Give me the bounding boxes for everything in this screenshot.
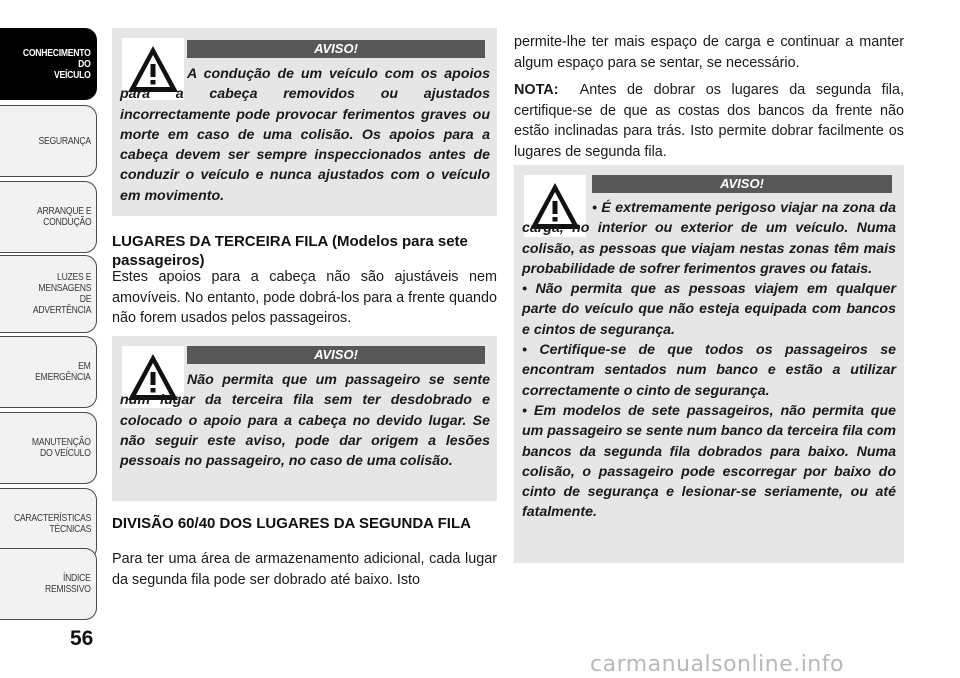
warning-bullet: • É extremamente perigoso viajar na zona da carga, no interior ou exterior de um veículo. Numa colisão, as pessoas que viajam nestas zonas têm mais probabilidade de sofrer ferimentos graves ou fatais. (522, 200, 896, 277)
tab-seguranca[interactable]: SEGURANÇA (0, 105, 97, 177)
tab-indice-remissivo[interactable]: ÍNDICE REMISSIVO (0, 548, 97, 620)
tab-arranque-e-conducao[interactable]: ARRANQUE E CONDUÇÃO (0, 181, 97, 253)
tab-manutencao-do-veiculo[interactable]: MANUTENÇÃO DO VEÍCULO (0, 412, 97, 484)
warning-title: AVISO! (592, 175, 892, 193)
warning-box-cargo (514, 165, 904, 563)
warning-text: A condução de um veículo com os apoios para a cabeça removidos ou ajustados incorrectamente pode provocar ferimentos graves ou morte em caso de uma colisão. Os apoios para a cabeça devem ser sempre inspeccionados antes de conduzir o veículo e nunca ajustados com o veículo em movimento. (120, 66, 490, 204)
warning-bullet: • Não permita que as pessoas viajem em qualquer parte do veículo que não esteja equipada com bancos e cintos de segurança. (522, 281, 896, 338)
warning-text: Não permita que um passageiro se sente num lugar da terceira fila sem ter desdobrado e colocado o apoio para a cabeça no devido lugar. Se não seguir este aviso, pode dar origem a lesões pessoais no passageiro, no caso de uma colisão. (120, 372, 490, 470)
tab-caracteristicas-tecnicas[interactable]: CARACTERÍSTICAS TÉCNICAS (0, 488, 97, 560)
warning-bullets (522, 198, 896, 523)
heading-second-row: DIVISÃO 60/40 DOS LUGARES DA SEGUNDA FILA (112, 515, 471, 532)
heading-third-row: LUGARES DA TERCEIRA FILA (Modelos para sete passageiros) (112, 233, 468, 269)
warning-box-headrests (112, 28, 497, 216)
note-text: Antes de dobrar os lugares da segunda fila, certifique-se de que as costas dos bancos da frente não estão inclinadas para trás. Isto permite dobrar facilmente os lugares de segunda fila. (514, 82, 905, 160)
note-paragraph (514, 80, 904, 162)
paragraph-second-row: Para ter uma área de armazenamento adicional, cada lugar da segunda fila pode ser dobrado até baixo. Isto (112, 551, 497, 588)
tab-em-emergencia[interactable]: EM EMERGÊNCIA (0, 336, 97, 408)
paragraph-continued: permite-lhe ter mais espaço de carga e continuar a manter algum espaço para se sentar, se necessário. (514, 34, 904, 71)
tab-conhecimento-do-veiculo[interactable]: CONHECIMENTO DO VEÍCULO (0, 28, 97, 100)
warning-title: AVISO! (187, 346, 485, 364)
warning-bullet: • Em modelos de sete passageiros, não permita que um passageiro se sente num banco da terceira fila com bancos da segunda fila dobrados para baixo. Numa colisão, o passageiro pode escorregar por baixo do cinto de segurança e lesionar-se seriamente, ou até fatalmente. (522, 402, 896, 521)
paragraph-third-row: Estes apoios para a cabeça não são ajustáveis nem amovíveis. No entanto, pode dobrá-los para a frente quando não forem usados pelos passageiros. (112, 269, 497, 327)
warning-box-third-row (112, 336, 497, 501)
warning-bullet: • Certifique-se de que todos os passageiros se encontram sentados num banco e estão a utilizar correctamente o cinto de segurança. (522, 342, 896, 399)
note-label: NOTA: (514, 82, 559, 98)
warning-title: AVISO! (187, 40, 485, 58)
page-number: 56 (70, 627, 94, 650)
tab-luzes-e-mensagens[interactable]: LUZES E MENSAGENS DE ADVERTÊNCIA (0, 255, 97, 333)
watermark: carmanualsonline.info (590, 652, 844, 677)
